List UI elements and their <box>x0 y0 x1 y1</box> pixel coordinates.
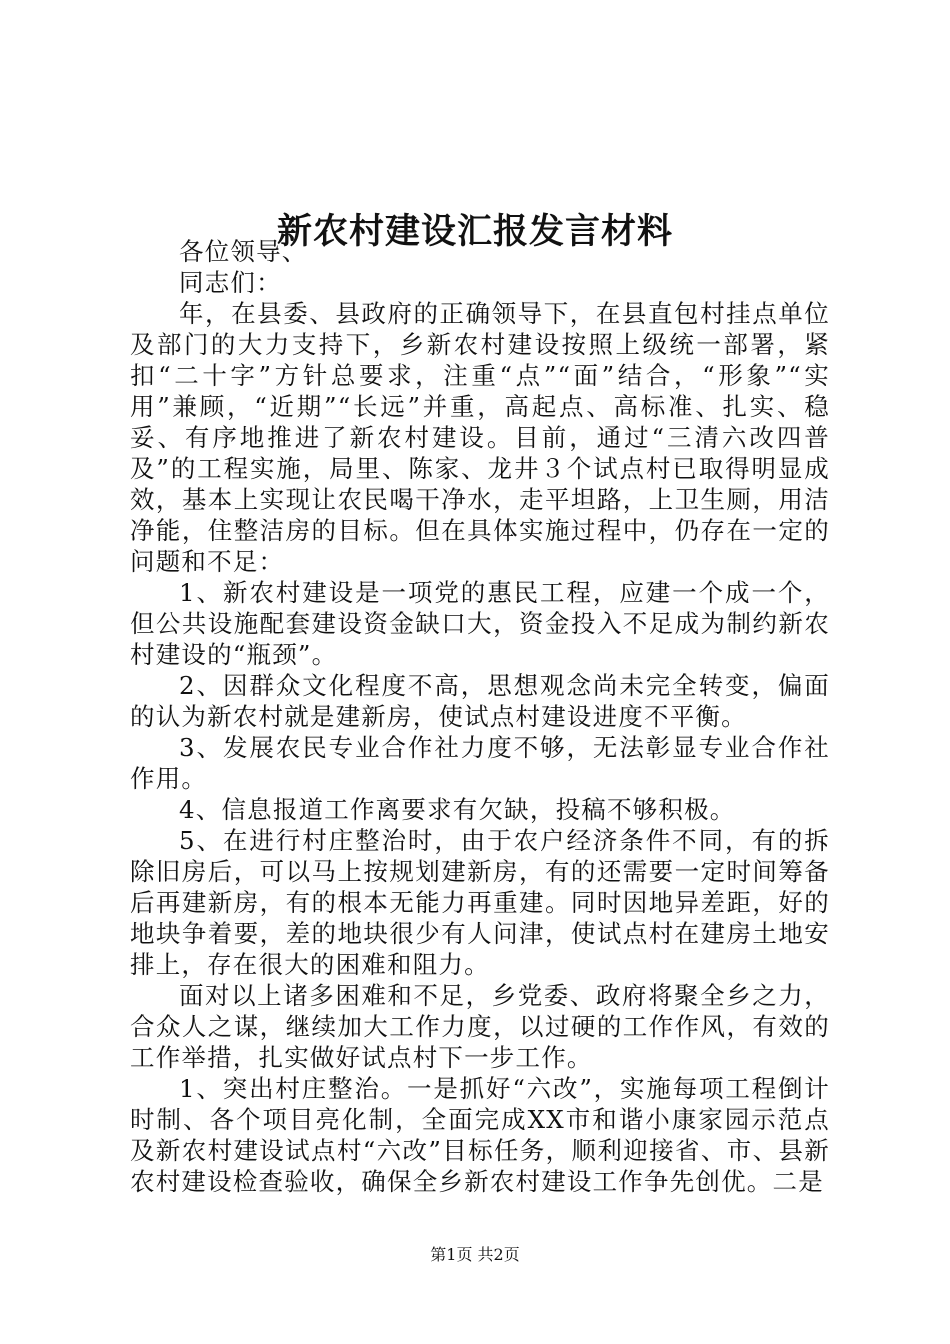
plan-item: 1、突出村庄整治。一是抓好“六改”，实施每项工程倒计时制、各个项目亮化制，全面完成XX市和谐小康家园示范点及新农村建设试点村“六改”目标任务，顺利迎接省、市、县新农村建设检查验收，确保全乡新农村建设工作争先创优。二是 <box>130 1074 830 1196</box>
issue-item: 1、新农村建设是一项党的惠民工程，应建一个成一个，但公共设施配套建设资金缺口大，资金投入不足成为制约新农村建设的“瓶颈”。 <box>130 578 830 669</box>
document-title: 新农村建设汇报发言材料 <box>276 211 673 253</box>
issue-item: 3、发展农民专业合作社力度不够，无法彰显专业合作社作用。 <box>130 733 830 793</box>
salutation-line: 同志们： <box>179 268 282 297</box>
issue-item: 5、在进行村庄整治时，由于农户经济条件不同，有的拆除旧房后，可以马上按规划建新房，有的还需要一定时间筹备后再建新房，有的根本无能力再重建。同时因地异差距，好的地块争着要，差的地块很少有人问津，使试点村在建房土地安排上，存在很大的困难和阻力。 <box>130 826 830 979</box>
body-paragraph: 面对以上诸多困难和不足，乡党委、政府将聚全乡之力，合众人之谋，继续加大工作力度，以过硬的工作作风，有效的工作举措，扎实做好试点村下一步工作。 <box>130 981 830 1072</box>
page-number-footer: 第1页 共2页 <box>430 1245 520 1264</box>
issue-item: 2、因群众文化程度不高，思想观念尚未完全转变，偏面的认为新农村就是建新房，使试点村建设进度不平衡。 <box>130 671 830 731</box>
salutation-line: 各位领导、 <box>179 237 308 266</box>
body-paragraph: 年，在县委、县政府的正确领导下，在县直包村挂点单位及部门的大力支持下，乡新农村建设按照上级统一部署，紧扣“二十字”方针总要求，注重“点”“面”结合，“形象”“实用”兼顾，“近期”“长远”并重，高起点、高标准、扎实、稳妥、有序地推进了新农村建设。目前，通过“三清六改四普及”的工程实施，局里、陈家、龙井３个试点村已取得明显成效，基本上实现让农民喝干净水，走平坦路，上卫生厕，用洁净能，住整洁房的目标。但在具体实施过程中，仍存在一定的问题和不足： <box>130 299 830 576</box>
document-body <box>130 236 830 1197</box>
issue-item: 4、信息报道工作离要求有欠缺，投稿不够积极。 <box>179 795 736 824</box>
